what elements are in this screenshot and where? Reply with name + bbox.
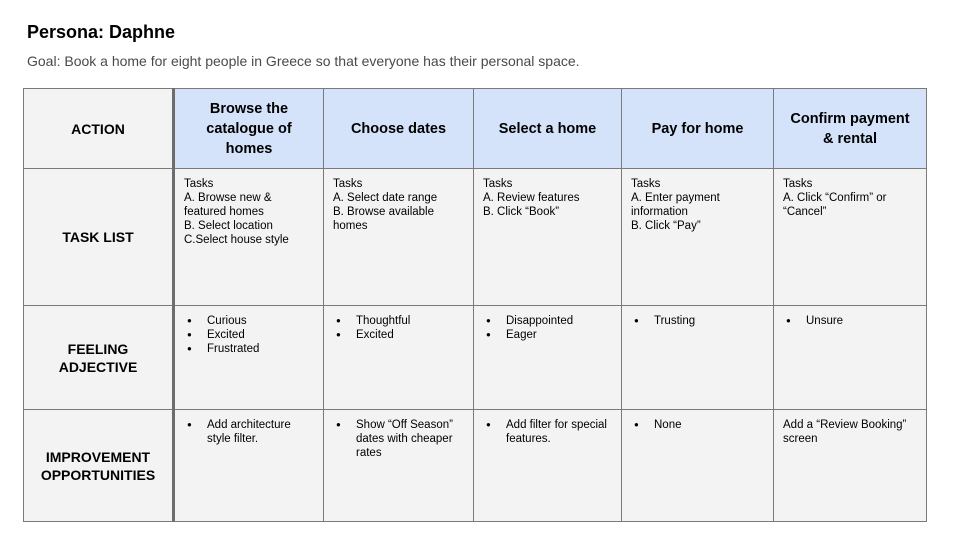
task-line: Tasks	[184, 178, 214, 190]
feeling-item: ● Curious	[187, 314, 314, 328]
stage-label: Confirm payment & rental	[790, 110, 910, 147]
feeling-item: ● Excited	[336, 328, 464, 342]
task-line: Tasks	[631, 178, 661, 190]
row-label: FEELING	[67, 340, 129, 357]
task-line: Tasks	[483, 178, 513, 190]
improvement-item: ● Show “Off Season” dates with cheaper rates	[336, 418, 464, 460]
improvement-cell	[474, 410, 622, 522]
stage-header-confirm	[774, 89, 927, 169]
feeling-item: ● Disappointed	[486, 314, 612, 328]
improvement-item: ● None	[634, 418, 764, 432]
task-line: B. Click “Book”	[483, 206, 560, 218]
improvement-cell	[324, 410, 474, 522]
improvement-text: Add a “Review Booking” screen	[783, 419, 907, 445]
task-line: C.Select house style	[184, 234, 289, 246]
task-cell	[622, 169, 774, 306]
improvement-header	[24, 410, 174, 522]
task-line: A. Click “Confirm” or “Cancel”	[783, 192, 887, 218]
task-cell	[774, 169, 927, 306]
stage-header-pay	[622, 89, 774, 169]
feeling-item: ● Eager	[486, 328, 612, 342]
persona-goal: Goal: Book a home for eight people in Greece so that everyone has their personal space.	[27, 53, 580, 69]
feeling-cell	[622, 306, 774, 410]
row-label: ADJECTIVE	[58, 358, 138, 375]
row-label: IMPROVEMENT	[45, 448, 151, 465]
task-line: Tasks	[783, 178, 813, 190]
feeling-cell	[774, 306, 927, 410]
stage-label: Browse the catalogue of homes	[206, 100, 292, 157]
task-line: A. Review features	[483, 192, 580, 204]
improvement-item: ● Add architecture style filter.	[187, 418, 314, 446]
row-label: OPPORTUNITIES	[40, 466, 156, 483]
improvement-row	[24, 410, 927, 522]
task-list-header	[24, 169, 174, 306]
row-label: TASK LIST	[62, 229, 134, 245]
task-line: B. Click “Pay”	[631, 220, 701, 232]
improvement-item: ● Add filter for special features.	[486, 418, 612, 446]
task-line: B. Select location	[184, 220, 273, 232]
task-line: B. Browse available homes	[333, 206, 434, 232]
stage-header-select-home	[474, 89, 622, 169]
task-cell	[474, 169, 622, 306]
task-line: A. Browse new & featured homes	[184, 192, 272, 218]
feeling-cell	[474, 306, 622, 410]
stage-header-row	[24, 89, 927, 169]
feeling-cell	[324, 306, 474, 410]
improvement-cell	[174, 410, 324, 522]
stage-label: Choose dates	[350, 120, 447, 137]
user-journey-map-table	[23, 88, 927, 522]
feeling-header	[24, 306, 174, 410]
stage-label: Pay for home	[651, 120, 744, 137]
feeling-cell	[174, 306, 324, 410]
action-header-label: ACTION	[71, 120, 125, 137]
persona-title: Persona: Daphne	[27, 22, 176, 42]
feeling-row	[24, 306, 927, 410]
task-line: A. Select date range	[333, 192, 438, 204]
improvement-cell	[774, 410, 927, 522]
task-cell	[324, 169, 474, 306]
feeling-item: ● Unsure	[786, 314, 917, 328]
action-header-cell	[24, 89, 174, 169]
task-list-row	[24, 169, 927, 306]
task-line: Tasks	[333, 178, 363, 190]
feeling-item: ● Frustrated	[187, 342, 314, 356]
improvement-cell	[622, 410, 774, 522]
task-line: A. Enter payment information	[631, 192, 720, 218]
stage-header-choose-dates	[324, 89, 474, 169]
stage-header-browse	[174, 89, 324, 169]
feeling-item: ● Thoughtful	[336, 314, 464, 328]
feeling-item: ● Excited	[187, 328, 314, 342]
feeling-item: ● Trusting	[634, 314, 764, 328]
task-cell	[174, 169, 324, 306]
stage-label: Select a home	[498, 120, 597, 137]
